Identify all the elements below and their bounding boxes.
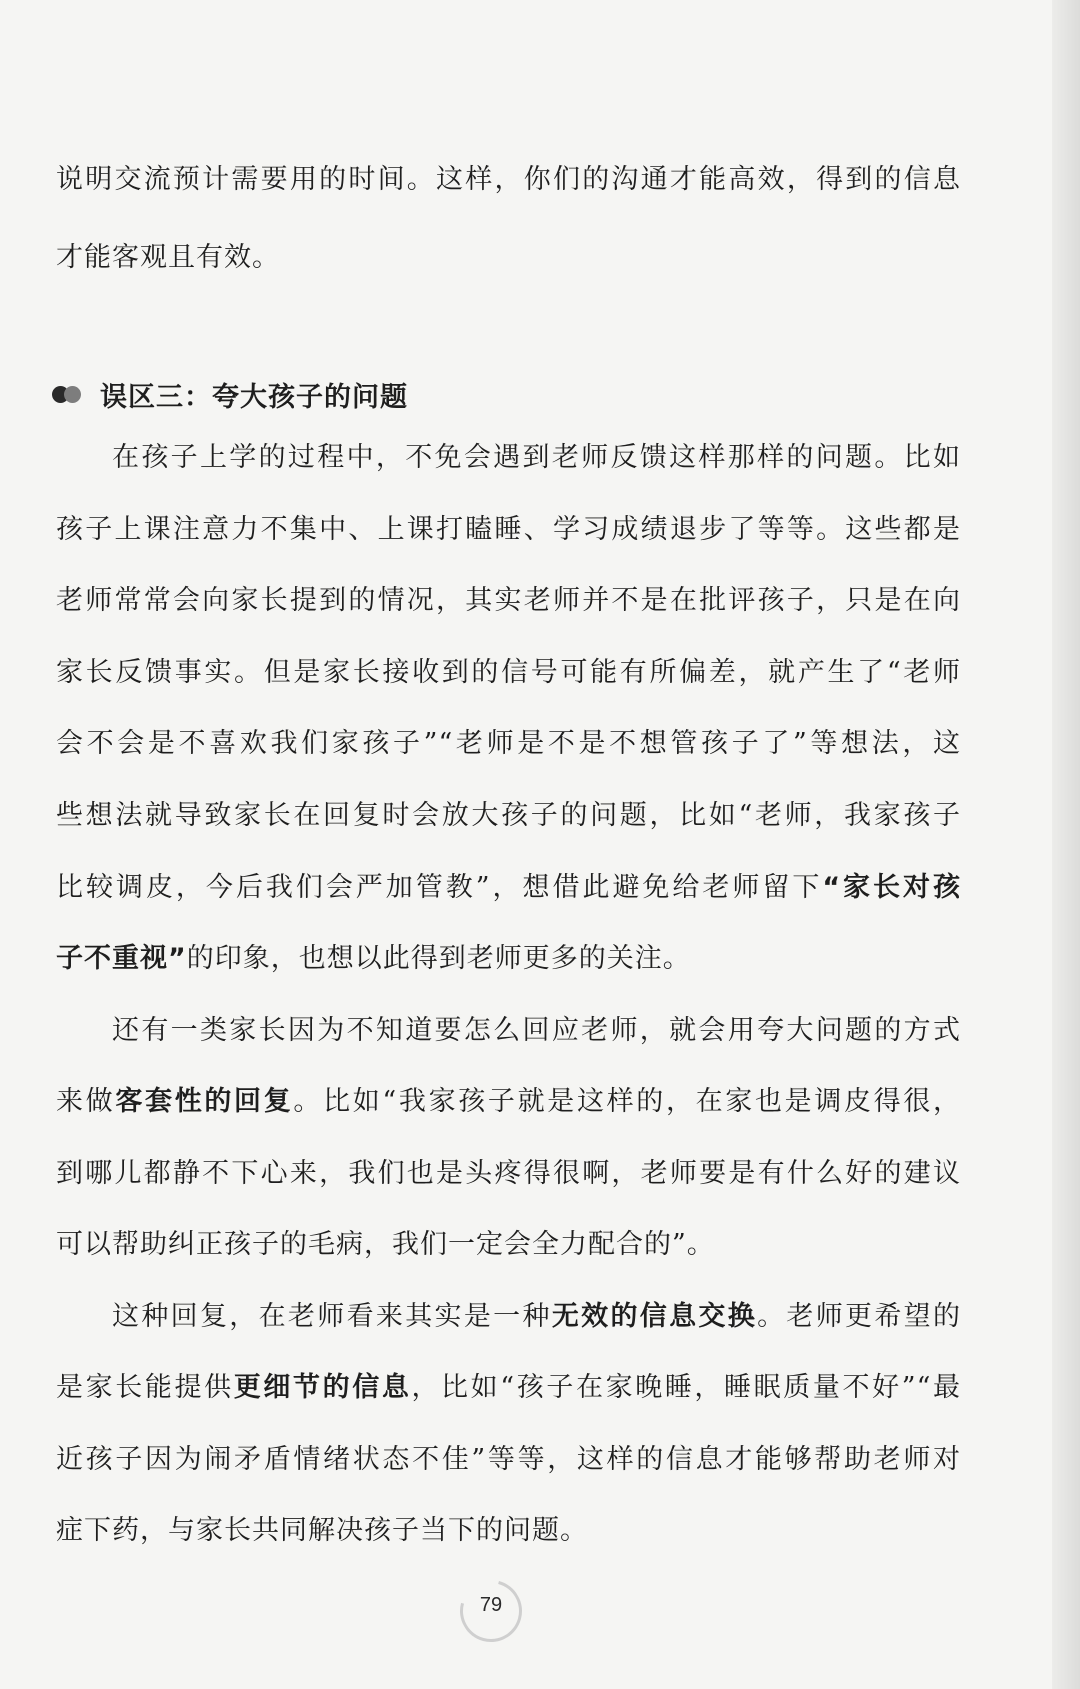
- intro-line-2: 才能客观且有效。: [56, 242, 280, 273]
- p1-line-8: [56, 939, 961, 979]
- p1-line-3: 老师常常会向家长提到的情况，其实老师并不是在批评孩子，只是在向: [56, 585, 961, 616]
- p3-line-2-text-c: ，比如“孩子在家晚睡，睡眠质量不好”“最: [411, 1372, 961, 1403]
- p1-line-4: 家长反馈事实。但是家长接收到的信号可能有所偏差，就产生了“老师: [56, 657, 961, 688]
- p3-line-4: 症下药，与家长共同解决孩子当下的问题。: [56, 1515, 588, 1546]
- p1-line-7-text: 比较调皮，今后我们会严加管教”，想借此避免给老师留下: [56, 872, 823, 903]
- section-heading: [52, 374, 408, 414]
- p1-line-5: 会不会是不喜欢我们家孩子”“老师是不是不想管孩子了”等想法，这: [56, 728, 961, 759]
- p2-line-2: [56, 1082, 961, 1122]
- p1-line-7: [56, 868, 961, 908]
- p2-line-2-text-a: 来做: [56, 1086, 116, 1117]
- p3-line-2-bold: 更细节的信息: [233, 1372, 412, 1403]
- p2-line-4: 可以帮助纠正孩子的毛病，我们一定会全力配合的”。: [56, 1229, 715, 1260]
- page-number: 79: [479, 1594, 503, 1616]
- p2-line-2-text-c: 。比如“我家孩子就是这样的，在家也是调皮得很，: [293, 1086, 962, 1117]
- bullet-dots-icon: [52, 384, 86, 404]
- p1-line-2: 孩子上课注意力不集中、上课打瞌睡、学习成绩退步了等等。这些都是: [56, 514, 961, 545]
- intro-line-1: 说明交流预计需要用的时间。这样，你们的沟通才能高效，得到的信息: [56, 164, 961, 195]
- page-number-badge: [460, 1580, 524, 1644]
- p3-line-1-text-c: 。老师更希望的: [757, 1301, 962, 1332]
- p3-line-2: [56, 1368, 961, 1408]
- p1-line-8-bold: 子不重视”: [56, 943, 187, 974]
- page-edge-shadow: [1052, 0, 1080, 1689]
- p2-line-1: 还有一类家长因为不知道要怎么回应老师，就会用夸大问题的方式: [112, 1015, 961, 1046]
- p3-line-2-text-a: 是家长能提供: [56, 1372, 234, 1403]
- p3-line-3: 近孩子因为闹矛盾情绪状态不佳”等等，这样的信息才能够帮助老师对: [56, 1444, 961, 1475]
- p1-line-7-bold: “家长对孩: [822, 872, 961, 903]
- p3-line-1: [112, 1297, 961, 1337]
- section-heading-text: 误区三：夸大孩子的问题: [100, 381, 408, 413]
- p2-line-2-bold: 客套性的回复: [115, 1086, 294, 1117]
- p2-line-3: 到哪儿都静不下心来，我们也是头疼得很啊，老师要是有什么好的建议: [56, 1158, 961, 1189]
- p1-line-1: 在孩子上学的过程中，不免会遇到老师反馈这样那样的问题。比如: [112, 442, 961, 473]
- p1-line-8-text: 的印象，也想以此得到老师更多的关注。: [186, 943, 691, 974]
- p3-line-1-text-a: 这种回复，在老师看来其实是一种: [112, 1301, 552, 1332]
- p3-line-1-bold: 无效的信息交换: [551, 1301, 758, 1332]
- p1-line-6: 些想法就导致家长在回复时会放大孩子的问题，比如“老师，我家孩子: [56, 800, 961, 831]
